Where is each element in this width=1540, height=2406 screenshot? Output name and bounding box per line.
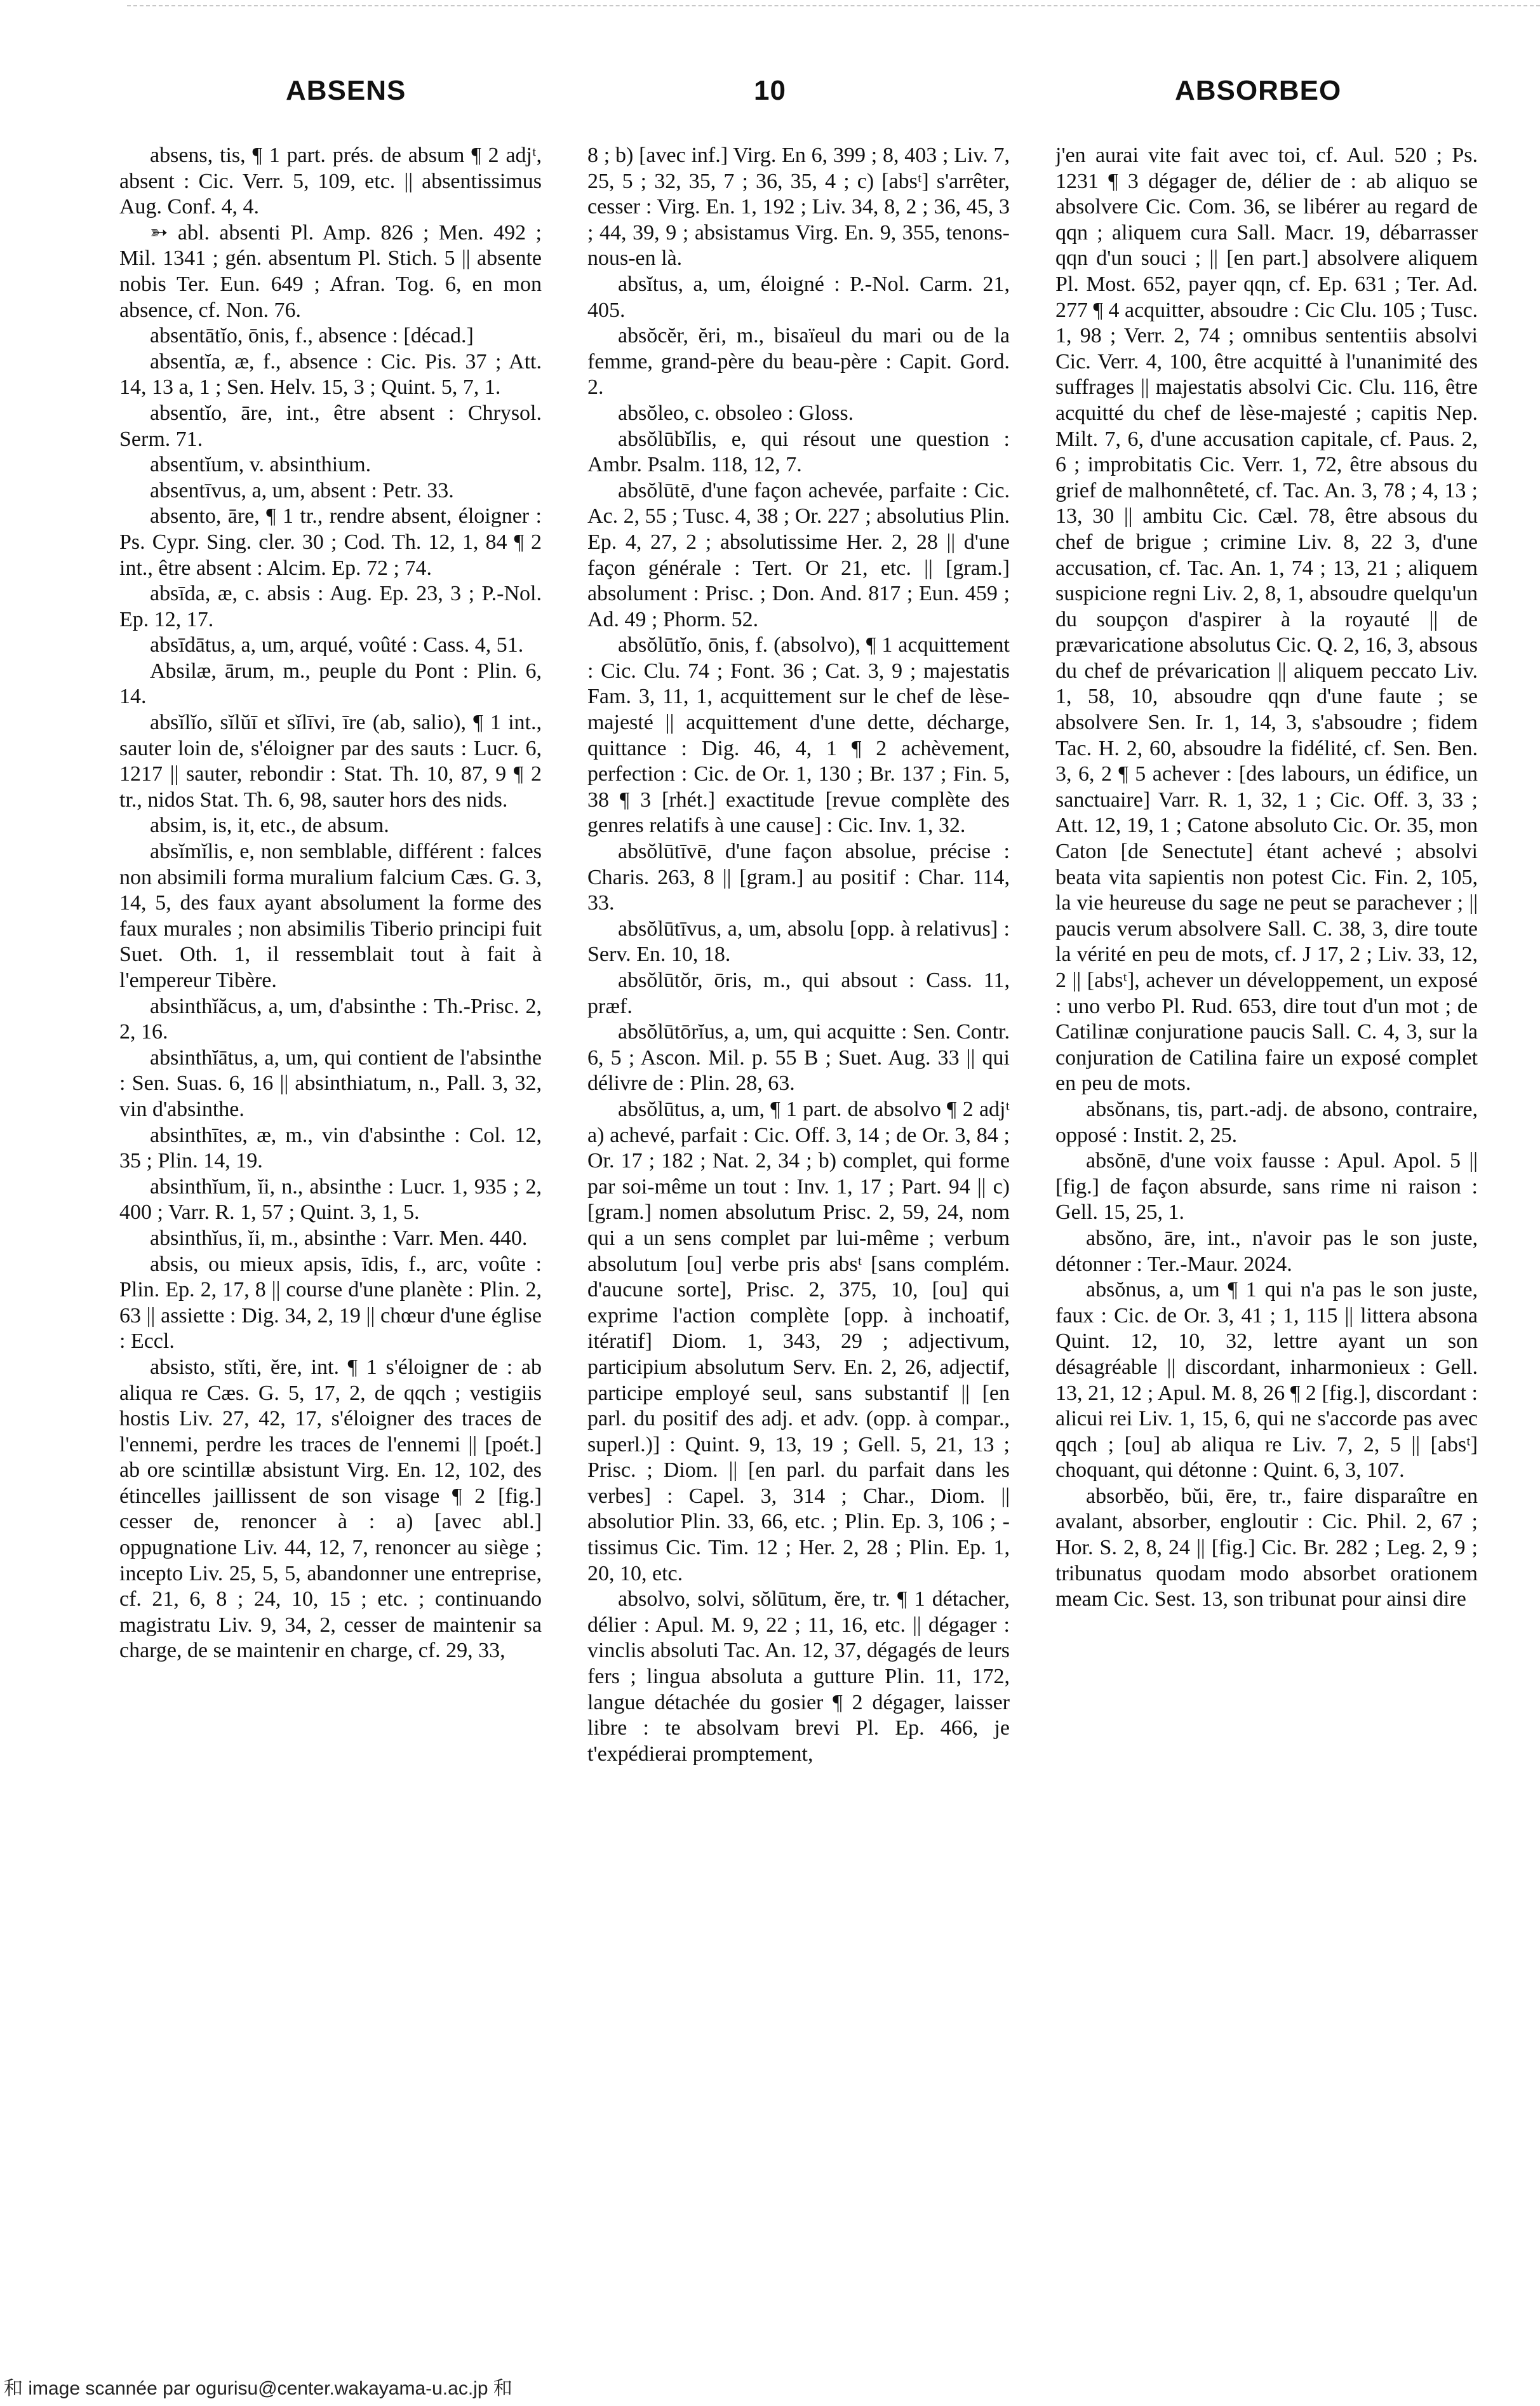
dictionary-entry: absīda, æ, c. absis : Aug. Ep. 23, 3 ; P.-Nol. Ep. 12, 17. xyxy=(119,582,542,631)
dictionary-entry: absŏnē, d'une voix fausse : Apul. Apol. 5 || [fig.] de façon absurde, sans rime ni raison : Gell. 15, 25, 1. xyxy=(1055,1149,1478,1225)
column-middle xyxy=(587,143,1010,2334)
dictionary-entry: absens, tis, ¶ 1 part. prés. de absum ¶ 2 adjᵗ, absent : Cic. Verr. 5, 109, etc. || absentissimus Aug. Conf. 4, 4. xyxy=(119,144,542,219)
dictionary-entry: absĭtus, a, um, éloigné : P.-Nol. Carm. 21, 405. xyxy=(587,272,1010,322)
dictionary-entry: absŏnans, tis, part.-adj. de absono, contraire, opposé : Instit. 2, 25. xyxy=(1055,1097,1478,1147)
dictionary-entry: absŏcĕr, ĕri, m., bisaïeul du mari ou de la femme, grand-père du beau-père : Capit. Gord. 2. xyxy=(587,324,1010,400)
dictionary-entry: absĭmĭlis, e, non semblable, différent : falces non absimili forma muralium falcium Cæs. G. 3, 14, 5, des faux ayant absolument la forme des faux murales ; non absimilis Tiberio principi fuit Suet. Oth. 1, il ressemblait tout à fait à l'empereur Tibère. xyxy=(119,840,542,992)
column-right xyxy=(1055,143,1478,2334)
dictionary-entry: Absilæ, ārum, m., peuple du Pont : Plin. 6, 14. xyxy=(119,659,542,709)
dictionary-entry: absŏlūtīvē, d'une façon absolue, précise : Charis. 263, 8 || [gram.] au positif : Char. 114, 33. xyxy=(587,840,1010,915)
dictionary-entry: absentīvus, a, um, absent : Petr. 33. xyxy=(150,478,454,502)
dictionary-entry: absinthĭus, ĭi, m., absinthe : Varr. Men. 440. xyxy=(150,1226,528,1250)
dictionary-entry: absŏlūtē, d'une façon achevée, parfaite : Cic. Ac. 2, 55 ; Tusc. 4, 38 ; Or. 227 ; absolutius Plin. Ep. 4, 27, 2 ; absolutissime Her. 2, 28 || d'une façon générale : Tert. Or 21, etc. || [gram.] absolument : Prisc. ; Don. And. 817 ; Eun. 459 ; Ad. 49 ; Phorm. 52. xyxy=(587,478,1010,631)
scan-edge-line xyxy=(127,5,1540,6)
entry-continuation: j'en aurai vite fait avec toi, cf. Aul. 520 ; Ps. 1231 ¶ 3 dégager de, délier de : ab aliquo se absolvere Cic. Com. 36, se libérer au regard de qqn ; aliquem cura Sall. Macr. 19, débarrasser qqn d'un souci ; || [en part.] absolvere aliquem Pl. Most. 652, payer qqn, cf. Ep. 631 ; Ter. Ad. 277 ¶ 4 acquitter, absoudre : Cic Clu. 105 ; Tusc. 1, 98 ; Verr. 2, 74 ; omnibus sententiis absolvi Cic. Verr. 4, 100, être acquitté à l'unanimité des suffrages || majestatis absolvi Cic. Clu. 116, être acquitté du chef de lèse-majesté ; capitis Nep. Milt. 7, 6, d'une accusation capitale, cf. Paus. 2, 6 ; improbitatis Cic. Verr. 1, 72, être absous du grief de malhonnêteté, cf. Tac. An. 3, 78 ; 4, 13 ; 13, 30 || ambitu Cic. Cæl. 78, être absous du chef de brigue ; crimine Liv. 8, 22 3, d'une accusation, cf. Tac. An. 1, 74 ; 13, 21 ; aliquem suspicione regni Liv. 2, 8, 1, absoudre quelqu'un du soupçon d'aspirer à la royauté || de prævaricatione absolutus Cic. Q. 2, 16, 3, absous du chef de prévarication || aliquem peccato Liv. 1, 58, 10, absoudre qqn d'une faute ; se absolvere Sen. Ir. 1, 14, 3, s'absoudre ; fidem Tac. H. 2, 60, absoudre la fidélité, cf. Sen. Ben. 3, 6, 2 ¶ 5 achever : [des labours, un édifice, un sanctuaire] Varr. R. 1, 32, 1 ; Cic. Off. 3, 33 ; Att. 12, 19, 1 ; Catone absoluto Cic. Or. 35, mon Caton [de Senectute] étant achevé ; absolvi beata vita sapientis non potest Cic. Fin. 2, 105, la vie heureuse du sage ne peut se parachever ; || paucis verum absolvere Sall. C. 38, 3, dire toute la vérité en peu de mots, cf. J 17, 2 ; Liv. 33, 12, 2 || [absᵗ], achever un développement, un exposé : uno verbo Pl. Rud. 653, dire tout d'un mot ; de Catilinæ conjuratione paucis Sall. C. 4, 3, sur la conjuration de Catilina faire un exposé complet en peu de mots. xyxy=(1055,144,1478,1096)
dictionary-entry: absīdātus, a, um, arqué, voûté : Cass. 4, 51. xyxy=(150,633,524,657)
dictionary-entry: absentĭa, æ, f., absence : Cic. Pis. 37 ; Att. 14, 13 a, 1 ; Sen. Helv. 15, 3 ; Quint. 5, 7, 1. xyxy=(119,349,542,400)
dictionary-entry: absento, āre, ¶ 1 tr., rendre absent, éloigner : Ps. Cypr. Sing. cler. 30 ; Cod. Th. 12, 1, 84 ¶ 2 int., être absent : Alcim. Ep. 72 ; 74. xyxy=(119,504,542,580)
dictionary-entry: absentĭo, āre, int., être absent : Chrysol. Serm. 71. xyxy=(119,401,542,451)
dictionary-entry: ➳ abl. absenti Pl. Amp. 826 ; Men. 492 ; Mil. 1341 ; gén. absentum Pl. Stich. 5 || absente nobis Ter. Eun. 649 ; Afran. Tog. 6, en mon absence, cf. Non. 76. xyxy=(119,220,542,322)
dictionary-entry: absisto, stĭti, ĕre, int. ¶ 1 s'éloigner de : ab aliqua re Cæs. G. 5, 17, 2, de qqch ; vestigiis hostis Liv. 27, 42, 17, s'éloigner des traces de l'ennemi, perdre les traces de l'ennemi || [poét.] ab ore scintillæ absistunt Virg. En. 12, 102, des étincelles jaillissent de son visage ¶ 2 [fig.] cesser de, renoncer à : a) [avec abl.] oppugnatione Liv. 44, 12, 7, renoncer au siège ; incepto Liv. 25, 5, 5, abandonner une entreprise, cf. 21, 6, 8 ; 24, 10, 15 ; etc. ; continuando magistratu Liv. 9, 34, 2, cesser de maintenir sa charge, de se maintenir en charge, cf. 29, 33, xyxy=(119,1355,542,1663)
dictionary-entry: absorbĕo, bŭi, ēre, tr., faire disparaître en avalant, absorber, engloutir : Cic. Phil. 2, 67 ; Hor. S. 2, 8, 24 || [fig.] Cic. Br. 282 ; Leg. 2, 9 ; tribunatus quodam modo absorbet orationem meam Cic. Sest. 13, son tribunat pour ainsi dire xyxy=(1055,1484,1478,1611)
scan-credit: 和 image scannée par ogurisu@center.wakayama-u.ac.jp 和 xyxy=(4,2378,512,2399)
dictionary-entry: absinthĭātus, a, um, qui contient de l'absinthe : Sen. Suas. 6, 16 || absinthiatum, n., Pall. 3, 32, vin d'absinthe. xyxy=(119,1045,542,1121)
dictionary-entry: absentĭum, v. absinthium. xyxy=(150,453,372,477)
dictionary-entry: absŏlūtĭo, ōnis, f. (absolvo), ¶ 1 acquittement : Cic. Clu. 74 ; Font. 36 ; Cat. 3, 9 ; majestatis Fam. 3, 11, 1, acquittement sur le chef de lèse-majesté || acquittement d'une dette, décharge, quittance : Dig. 46, 4, 1 ¶ 2 achèvement, perfection : Cic. de Or. 1, 130 ; Br. 137 ; Fin. 5, 38 ¶ 3 [rhét.] exactitude [revue complète des genres relatifs à une cause] : Cic. Inv. 1, 32. xyxy=(587,633,1010,838)
dictionary-entry: absinthītes, æ, m., vin d'absinthe : Col. 12, 35 ; Plin. 14, 19. xyxy=(119,1123,542,1173)
dictionary-entry: absinthĭum, ĭi, n., absinthe : Lucr. 1, 935 ; 2, 400 ; Varr. R. 1, 57 ; Quint. 3, 1, 5. xyxy=(119,1174,542,1225)
header-last-word: ABSORBEO xyxy=(1175,75,1342,106)
dictionary-entry: absolvo, solvi, sŏlūtum, ĕre, tr. ¶ 1 détacher, délier : Apul. M. 9, 22 ; 11, 16, etc. || dégager : vinclis absoluti Tac. An. 12, 37, dégagés de leurs fers ; lingua absoluta a gutture Plin. 11, 172, langue détachée du gosier ¶ 2 dégager, laisser libre : te absolvam brevi Pl. Ep. 466, je t'expédierai promptement, xyxy=(587,1587,1010,1766)
dictionary-entry: absŏnus, a, um ¶ 1 qui n'a pas le son juste, faux : Cic. de Or. 3, 41 ; 1, 115 || littera absona Quint. 12, 10, 32, lettre ayant un son désagréable || discordant, inharmonieux : Gell. 13, 21, 12 ; Apul. M. 8, 26 ¶ 2 [fig.], discordant : alicui rei Liv. 1, 15, 6, qui ne s'accorde pas avec qqch ; [ou] ab aliqua re Liv. 7, 2, 5 || [absᵗ] choquant, qui détonne : Quint. 6, 3, 107. xyxy=(1055,1278,1478,1482)
entry-continuation: 8 ; b) [avec inf.] Virg. En 6, 399 ; 8, 403 ; Liv. 7, 25, 5 ; 32, 35, 7 ; 36, 35, 4 ; c) [absᵗ] s'arrêter, cesser : Virg. En. 1, 192 ; Liv. 34, 8, 2 ; 36, 45, 3 ; 44, 39, 9 ; absistamus Virg. En. 9, 355, tenons-nous-en là. xyxy=(587,144,1010,271)
running-head xyxy=(0,75,1540,132)
dictionary-entry: absŏlūtīvus, a, um, absolu [opp. à relativus] : Serv. En. 10, 18. xyxy=(587,917,1010,967)
dictionary-entry: absim, is, it, etc., de absum. xyxy=(150,814,389,838)
dictionary-entry: absŏno, āre, int., n'avoir pas le son juste, détonner : Ter.-Maur. 2024. xyxy=(1055,1226,1478,1276)
dictionary-entry: absis, ou mieux apsis, īdis, f., arc, voûte : Plin. Ep. 2, 17, 8 || course d'une planète : Plin. 2, 63 || assiette : Dig. 34, 2, 19 || chœur d'une église : Eccl. xyxy=(119,1252,542,1354)
column-left xyxy=(119,143,542,2334)
dictionary-entry: absŏlūtŏr, ōris, m., qui absout : Cass. 11, præf. xyxy=(587,969,1010,1018)
dictionary-entry: absĭlĭo, sĭlŭī et sĭlīvi, īre (ab, salio), ¶ 1 int., sauter loin de, s'éloigner par des sauts : Lucr. 6, 1217 || sauter, rebondir : Stat. Th. 10, 87, 9 ¶ 2 tr., nidos Stat. Th. 6, 98, sauter hors des nids. xyxy=(119,711,542,812)
page-number: 10 xyxy=(754,75,786,106)
dictionary-entry: absŏlūbĭlis, e, qui résout une question : Ambr. Psalm. 118, 12, 7. xyxy=(587,427,1010,477)
header-first-word: ABSENS xyxy=(286,75,406,106)
dictionary-entry: absŏlūtōrĭus, a, um, qui acquitte : Sen. Contr. 6, 5 ; Ascon. Mil. p. 55 B ; Suet. Aug. 33 || qui délivre de : Plin. 28, 63. xyxy=(587,1020,1010,1096)
dictionary-entry: absinthĭăcus, a, um, d'absinthe : Th.-Prisc. 2, 2, 16. xyxy=(119,994,542,1044)
dictionary-entry: absŏleo, c. obsoleo : Gloss. xyxy=(618,401,854,425)
dictionary-entry: absentātĭo, ōnis, f., absence : [décad.] xyxy=(150,324,474,348)
dictionary-entry: absŏlūtus, a, um, ¶ 1 part. de absolvo ¶ 2 adjᵗ a) achevé, parfait : Cic. Off. 3, 14 ; de Or. 3, 84 ; Or. 17 ; 182 ; Nat. 2, 34 ; b) complet, qui forme par soi-même un tout : Inv. 1, 17 ; Part. 94 || c) [gram.] nomen absolutum Prisc. 2, 59, 24, nom qui a un sens complet par lui-même ; verbum absolutum [ou] verbe pris absᵗ [sans complém. d'aucune sorte], Prisc. 2, 375, 10, [ou] qui exprime l'action complète [opp. à inchoatif, itératif] Diom. 1, 343, 29 ; adjectivum, participium absolutum Serv. En. 2, 26, adjectif, participe employé seul, sans substantif || [en parl. du positif des adj. et adv. (opp. à compar., superl.)] : Quint. 9, 13, 19 ; Gell. 5, 21, 13 ; Prisc. ; Diom. || [en parl. du parfait dans les verbes] : Capel. 3, 314 ; Char., Diom. || absolutior Plin. 33, 66, etc. ; Plin. Ep. 3, 106 ; -tissimus Cic. Tim. 12 ; Her. 2, 28 ; Plin. Ep. 1, 20, 10, etc. xyxy=(587,1097,1010,1585)
dictionary-columns xyxy=(119,143,1478,2334)
